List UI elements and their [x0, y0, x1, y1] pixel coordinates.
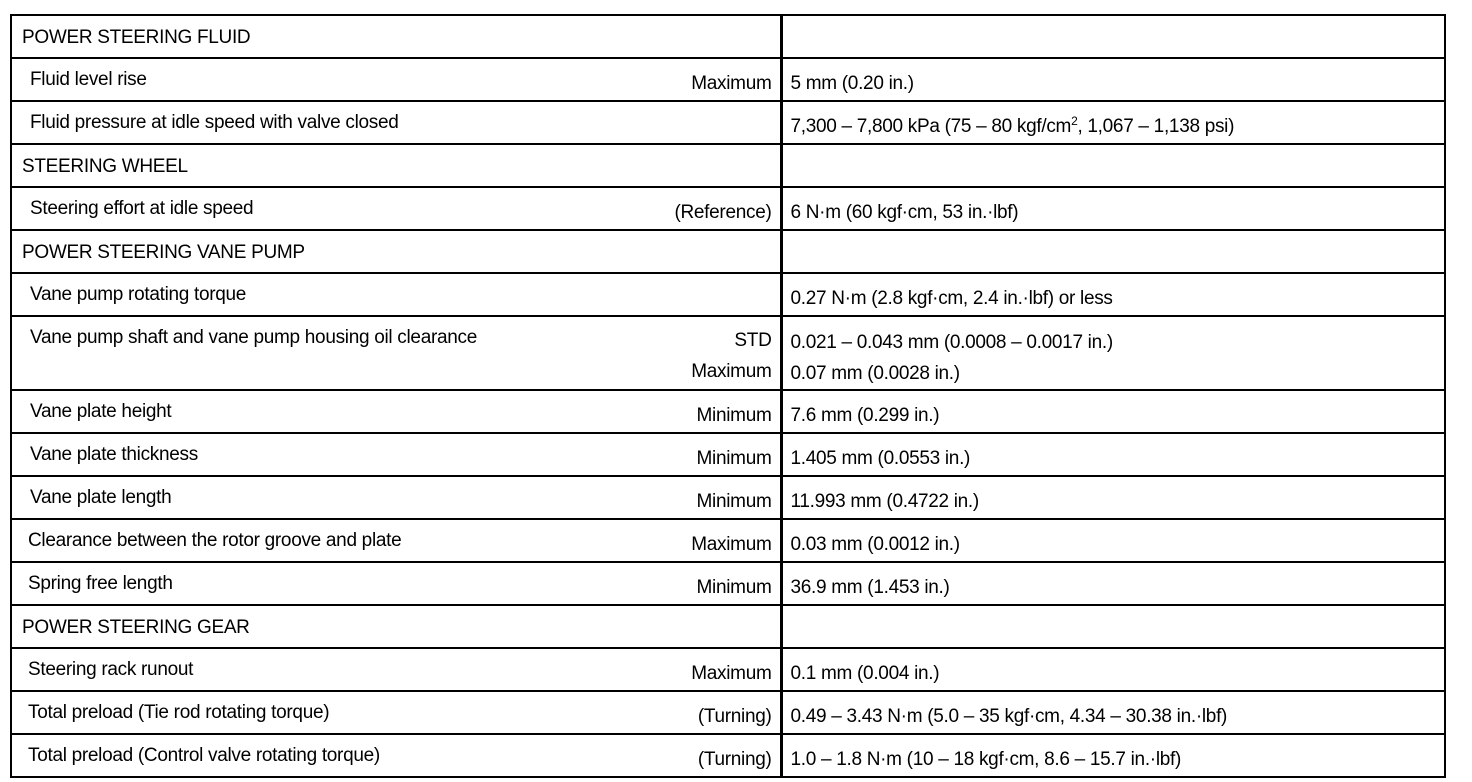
- table-row: [11, 273, 1445, 316]
- spec-value: 11.993 mm (0.4722 in.): [790, 491, 979, 512]
- spec-label: Clearance between the rotor groove and plate: [28, 530, 402, 551]
- spec-value: 0.49 – 3.43 N·m (5.0 – 35 kgf·cm, 4.34 – 30.38 in.·lbf): [790, 706, 1228, 727]
- spec-label: Vane plate thickness: [30, 444, 198, 465]
- table-row: [11, 519, 1445, 562]
- spec-value: 6 N·m (60 kgf·cm, 53 in.·lbf): [790, 202, 1019, 223]
- spec-label: Steering rack runout: [28, 659, 194, 680]
- spec-value: 1.405 mm (0.0553 in.): [790, 448, 971, 469]
- table-row: [11, 562, 1445, 605]
- spec-label: Vane pump shaft and vane pump housing oil clearance: [30, 327, 477, 348]
- spec-value: 0.1 mm (0.004 in.): [790, 663, 940, 684]
- spec-value-group: [783, 317, 1445, 389]
- table-row: [11, 734, 1445, 777]
- section-header-row: [11, 144, 1445, 187]
- spec-qualifier: (Turning): [697, 749, 772, 770]
- section-header-row: [11, 605, 1445, 648]
- spec-value: 0.021 – 0.043 mm (0.0008 – 0.0017 in.): [790, 332, 1113, 353]
- spec-value: 0.07 mm (0.0028 in.): [790, 363, 960, 384]
- spec-qualifier: (Reference): [674, 202, 772, 223]
- spec-qualifier: Minimum: [696, 577, 772, 598]
- spec-table: [10, 14, 1446, 778]
- section-header-row: [11, 230, 1445, 273]
- spec-value-part: 7,300 – 7,800 kPa (75 – 80 kgf/cm: [790, 116, 1072, 137]
- spec-qualifier: Maximum: [691, 73, 772, 94]
- spec-qualifier-group: [691, 325, 771, 387]
- spec-value: 1.0 – 1.8 N·m (10 – 18 kgf·cm, 8.6 – 15.7 in.·lbf): [790, 749, 1182, 770]
- spec-value: 7.6 mm (0.299 in.): [790, 405, 940, 426]
- spec-value: [783, 102, 1445, 138]
- spec-label: Total preload (Tie rod rotating torque): [28, 702, 330, 723]
- spec-value: 5 mm (0.20 in.): [790, 73, 914, 94]
- spec-label: Fluid level rise: [30, 69, 147, 90]
- table-row: [11, 187, 1445, 230]
- spec-label: Vane plate length: [30, 487, 172, 508]
- spec-qualifier: Minimum: [696, 405, 772, 426]
- table-row: [11, 648, 1445, 691]
- spec-value: 0.03 mm (0.0012 in.): [790, 534, 960, 555]
- table-row: [11, 390, 1445, 433]
- spec-value-part: , 1,067 – 1,138 psi): [1077, 116, 1235, 137]
- table-row: [11, 476, 1445, 519]
- spec-qualifier: Minimum: [696, 448, 772, 469]
- table-row: [11, 101, 1445, 144]
- spec-label: Steering effort at idle speed: [30, 198, 254, 219]
- table-row: [11, 316, 1445, 390]
- section-header-row: [11, 15, 1445, 58]
- section-heading: POWER STEERING FLUID: [22, 27, 251, 48]
- spec-qualifier: Minimum: [696, 491, 772, 512]
- spec-value: 0.27 N·m (2.8 kgf·cm, 2.4 in.·lbf) or less: [790, 288, 1113, 309]
- table-row: [11, 691, 1445, 734]
- spec-label: Spring free length: [28, 573, 173, 594]
- section-heading: POWER STEERING VANE PUMP: [22, 242, 305, 263]
- spec-label: Fluid pressure at idle speed with valve closed: [30, 112, 399, 133]
- section-heading: STEERING WHEEL: [22, 156, 188, 177]
- spec-label: Vane plate height: [30, 401, 172, 422]
- spec-qualifier: (Turning): [697, 706, 772, 727]
- spec-value: 36.9 mm (1.453 in.): [790, 577, 950, 598]
- spec-qualifier: Maximum: [691, 534, 772, 555]
- spec-qualifier: Maximum: [691, 361, 772, 382]
- section-heading: POWER STEERING GEAR: [22, 617, 250, 638]
- table-row: [11, 433, 1445, 476]
- spec-label: Total preload (Control valve rotating torque): [28, 745, 380, 766]
- table-row: [11, 58, 1445, 101]
- spec-qualifier: Maximum: [691, 663, 772, 684]
- spec-label: Vane pump rotating torque: [30, 284, 247, 305]
- superscript: 2: [1071, 114, 1078, 128]
- spec-qualifier: STD: [734, 330, 772, 351]
